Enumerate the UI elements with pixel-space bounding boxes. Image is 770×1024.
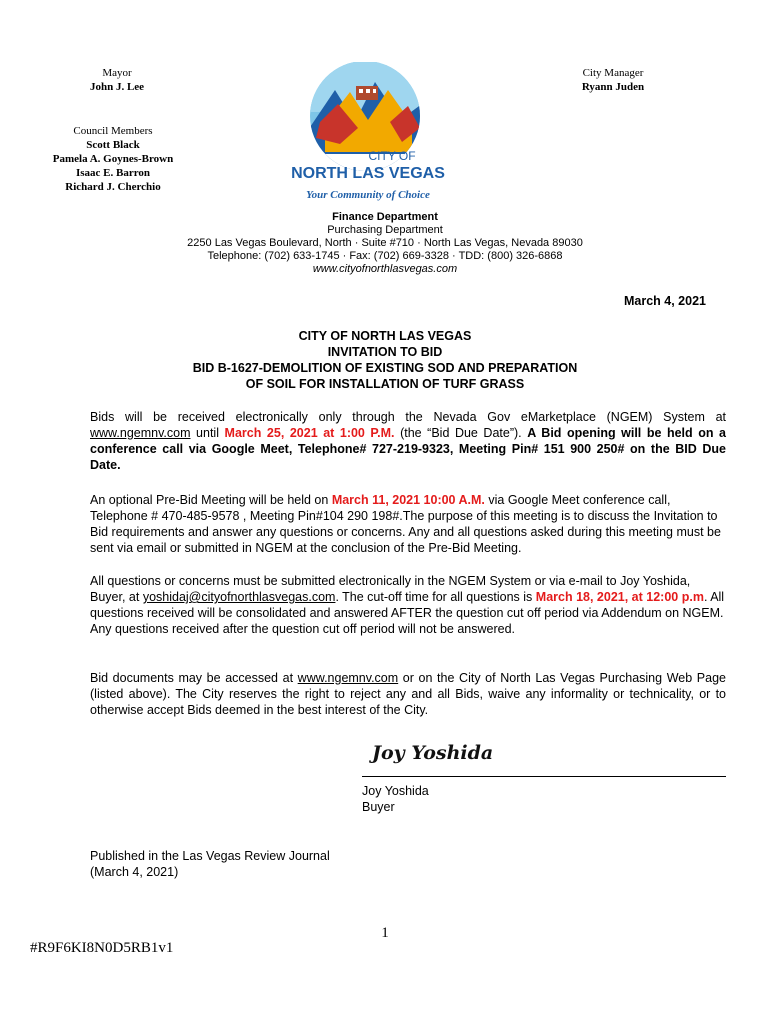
- title-line: OF SOIL FOR INSTALLATION OF TURF GRASS: [245, 377, 525, 391]
- paragraph-text: Bid documents may be accessed at: [90, 671, 298, 685]
- paragraph-text: or on the City of North Las Vegas Purchasing Web Page (listed above). The City reserves the right to reject any and all Bids, waive any informality or technicality, or to otherwise accept Bids deemed in the best interest of the City.: [90, 671, 726, 717]
- council-block: [46, 124, 180, 194]
- council-member: Isaac E. Barron: [75, 167, 151, 179]
- city-manager-block: [558, 66, 668, 94]
- paragraph-text: . All questions received will be consolidated and answered AFTER the question cut off period via Addendum on NGEM. Any questions received after the question cut off period will not be answered.: [90, 590, 725, 636]
- paragraph-text: via Google Meet conference call, Telephone # 470-485-9578 , Meeting Pin#104 290 198#.The purpose of this meeting is to discuss the Invitation to Bid requirements and answer any questions or concerns. Any and all questions asked during this meeting must be sent via email or submitted in NGEM at the conclusion of the Pre-Bid Meeting.: [90, 493, 721, 555]
- pre-bid-date: March 11, 2021 10:00 A.M.: [331, 493, 485, 507]
- paragraph-text: Bids will be received electronically only through the Nevada Gov eMarketplace (NGEM) System at: [90, 410, 726, 424]
- page-number: 1: [381, 925, 389, 941]
- council-member: Scott Black: [86, 139, 140, 151]
- title-line: BID B-1627-DEMOLITION OF EXISTING SOD AND PREPARATION: [192, 361, 578, 375]
- paragraph-text: An optional Pre-Bid Meeting will be held on: [90, 493, 332, 507]
- city-manager-name: Ryann Juden: [581, 81, 645, 93]
- signature-block: [362, 783, 429, 815]
- signer-role: Buyer: [362, 800, 395, 814]
- publication-note: [90, 848, 330, 880]
- ngem-link[interactable]: www.ngemnv.com: [90, 426, 191, 440]
- buyer-email-link[interactable]: yoshidaj@cityofnorthlasvegas.com: [142, 590, 336, 604]
- title-line: CITY OF NORTH LAS VEGAS: [298, 329, 472, 343]
- ngem-link[interactable]: www.ngemnv.com: [297, 671, 399, 685]
- department-address: 2250 Las Vegas Boulevard, North · Suite #710 · North Las Vegas, Nevada 89030: [187, 237, 583, 249]
- document-id: #R9F6KI8N0D5RB1v1: [30, 940, 174, 956]
- mayor-block: [62, 66, 172, 94]
- pre-bid-paragraph: [90, 492, 726, 556]
- city-logo: [280, 62, 450, 206]
- publication-line: Published in the Las Vegas Review Journal: [90, 849, 330, 863]
- bid-due-date: March 25, 2021 at 1:00 P.M.: [224, 426, 395, 440]
- city-seal-graphic: [280, 62, 450, 206]
- department-website[interactable]: www.cityofnorthlasvegas.com: [312, 263, 458, 275]
- question-cutoff-date: March 18, 2021, at 12:00 p.m: [535, 590, 704, 604]
- mayor-name: John J. Lee: [89, 81, 145, 93]
- paragraph-text: . The cut-off time for all questions is: [335, 590, 536, 604]
- questions-paragraph: [90, 573, 726, 637]
- bid-opening-info: A Bid opening will be held on a conference call via Google Meet, Telephone# 727-219-9323, Meeting Pin# 151 900 250# on the BID Due Date.: [90, 426, 726, 472]
- signature-line: [362, 776, 726, 777]
- logo-city-of: CITY OF: [368, 149, 416, 163]
- document-title: [100, 328, 670, 392]
- publication-line: (March 4, 2021): [90, 865, 179, 879]
- council-title: Council Members: [73, 125, 153, 137]
- mayor-title: Mayor: [102, 67, 132, 79]
- department-phones: Telephone: (702) 633-1745 · Fax: (702) 669-3328 · TDD: (800) 326-6868: [207, 250, 563, 262]
- paragraph-text: until: [190, 426, 225, 440]
- department-division: Purchasing Department: [327, 224, 443, 236]
- paragraph-text: All questions or concerns must be submitted electronically in the NGEM System or via e-mail to Joy Yoshida, Buyer, at: [90, 574, 691, 604]
- council-member: Richard J. Cherchio: [65, 181, 161, 193]
- paragraph-text: (the “Bid Due Date”).: [394, 426, 528, 440]
- documents-paragraph: [90, 670, 726, 718]
- signer-name: Joy Yoshida: [362, 784, 429, 798]
- document-date: March 4, 2021: [624, 294, 706, 308]
- city-manager-title: City Manager: [582, 67, 644, 79]
- logo-tagline: Your Community of Choice: [306, 189, 430, 201]
- title-line: INVITATION TO BID: [327, 345, 443, 359]
- council-member: Pamela A. Goynes-Brown: [52, 153, 174, 165]
- department-name: Finance Department: [332, 211, 438, 223]
- logo-city-name: NORTH LAS VEGAS: [291, 165, 445, 182]
- signature-script: Joy Yoshida: [372, 742, 494, 764]
- bid-paragraph: [90, 409, 726, 473]
- department-block: [100, 211, 670, 276]
